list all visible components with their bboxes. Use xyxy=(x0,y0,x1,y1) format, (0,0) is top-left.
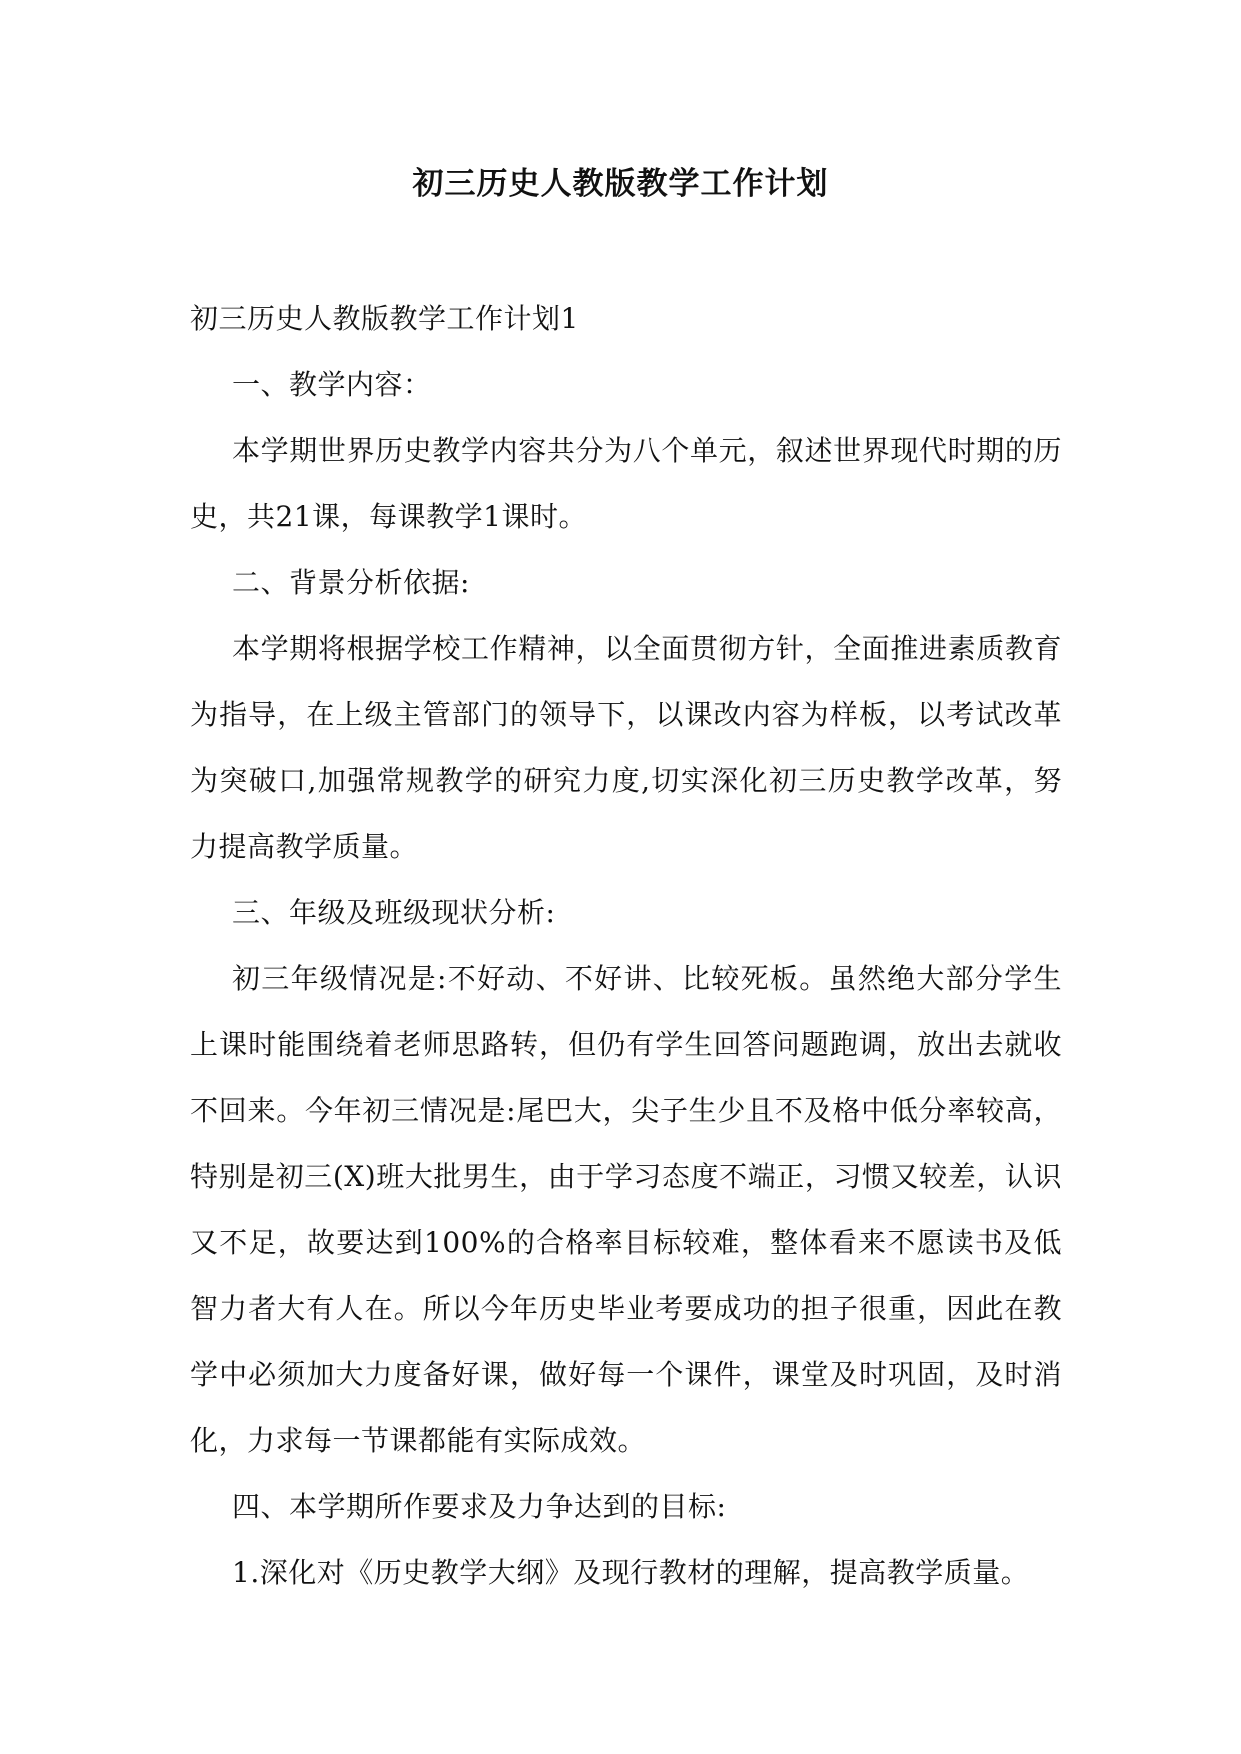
section-heading-plan-1: 初三历史人教版教学工作计划1 xyxy=(190,302,579,335)
heading-background-analysis: 二、背景分析依据: xyxy=(232,566,470,599)
paragraph-teaching-content: 本学期世界历史教学内容共分为八个单元，叙述世界现代时期的历史，共21课，每课教学1课时。 xyxy=(190,434,1062,533)
document-title: 初三历史人教版教学工作计划 xyxy=(412,166,829,202)
heading-goals: 四、本学期所作要求及力争达到的目标: xyxy=(232,1490,727,1523)
paragraph-goal-1: 1.深化对《历史教学大纲》及现行教材的理解，提高教学质量。 xyxy=(232,1556,1030,1589)
paragraph-class-status: 初三年级情况是:不好动、不好讲、比较死板。虽然绝大部分学生上课时能围绕着老师思路转，但仍有学生回答问题跑调，放出去就收不回来。今年初三情况是:尾巴大，尖子生少且不及格中低分率较高，特别是初三(X)班大批男生，由于学习态度不端正，习惯又较差，认识又不足，故要达到100%的合格率目标较难，整体看来不愿读书及低智力者大有人在。所以今年历史毕业考要成功的担子很重，因此在教学中必须加大力度备好课，做好每一个课件，课堂及时巩固，及时消化，力求每一节课都能有实际成效。 xyxy=(190,962,1062,1457)
paragraph-background-analysis: 本学期将根据学校工作精神，以全面贯彻方针，全面推进素质教育为指导，在上级主管部门的领导下，以课改内容为样板，以考试改革为突破口,加强常规教学的研究力度,切实深化初三历史教学改革，努力提高教学质量。 xyxy=(190,632,1062,863)
heading-teaching-content: 一、教学内容： xyxy=(232,368,432,401)
document-body xyxy=(190,286,1062,1606)
heading-class-status: 三、年级及班级现状分析: xyxy=(232,896,556,929)
